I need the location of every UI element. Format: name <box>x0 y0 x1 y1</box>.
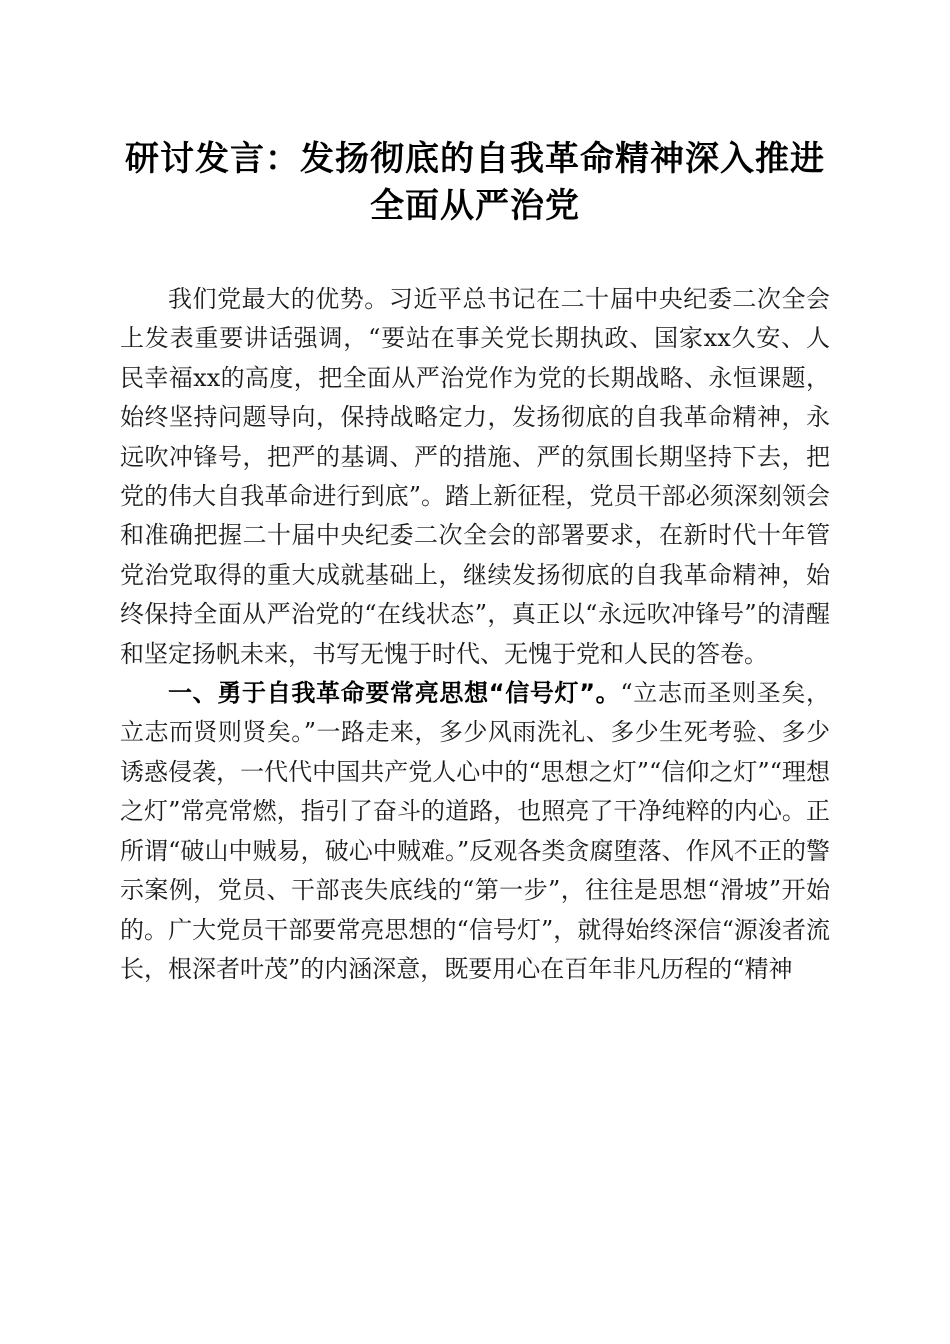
section-1-heading: 一、勇于自我革命要常亮思想“信号灯”。 <box>168 679 621 708</box>
document-body <box>120 280 830 989</box>
paragraph-section-1 <box>120 674 830 989</box>
title-line-2: 全面从严治党 <box>370 186 580 226</box>
title-line-1: 研讨发言：发扬彻底的自我革命精神深入推进 <box>125 139 825 179</box>
paragraph-intro-text: 我们党最大的优势。习近平总书记在二十届中央纪委二次全会上发表重要讲话强调，“要站在事关党长期执政、国家xx久安、人民幸福xx的高度，把全面从严治党作为党的长期战略、永恒课题，始终坚持问题导向，保持战略定力，发扬彻底的自我革命精神，永远吹冲锋号，把严的基调、严的措施、严的氛围长期坚持下去，把党的伟大自我革命进行到底”。踏上新征程，党员干部必须深刻领会和准确把握二十届中央纪委二次全会的部署要求，在新时代十年管党治党取得的重大成就基础上，继续发扬彻底的自我革命精神，始终保持全面从严治党的“在线状态”，真正以“永远吹冲锋号”的清醒和坚定扬帆未来，书写无愧于时代、无愧于党和人民的答卷。 <box>120 285 830 668</box>
paragraph-intro <box>120 280 830 674</box>
document-title <box>100 136 850 230</box>
section-1-text: “立志而圣则圣矣，立志而贤则贤矣。”一路走来，多少风雨洗礼、多少生死考验、多少诱惑侵袭，一代代中国共产党人心中的“思想之灯”“信仰之灯”“理想之灯”常亮常燃，指引了奋斗的道路，也照亮了干净纯粹的内心。正所谓“破山中贼易，破心中贼难。”反观各类贪腐堕落、作风不正的警示案例，党员、干部丧失底线的“第一步”，往往是思想“滑坡”开始的。广大党员干部要常亮思想的“信号灯”，就得始终深信“源浚者流长，根深者叶茂”的内涵深意，既要用心在百年非凡历程的“精神 <box>120 679 830 983</box>
